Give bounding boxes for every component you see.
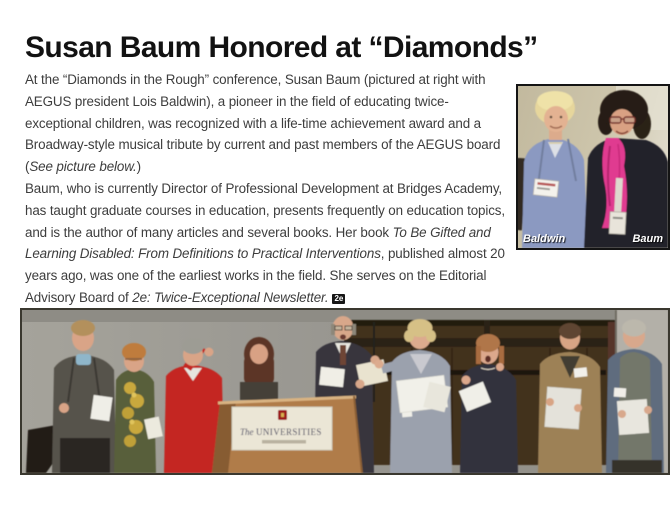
text-segment: At the “Diamonds in the Rough” conference, Susan Baum (pictured at right with AEGUS president Lois Baldwin), a pioneer in the field of educating twice-exceptional children, was recognized with a life-time achievement award and a Broadway-style musical tribute by current and past members of the AEGUS board ( xyxy=(25,72,501,175)
photo-caption-baum: Baum xyxy=(632,233,663,245)
article-paragraph-1 xyxy=(25,69,514,178)
photo-caption-baldwin: Baldwin xyxy=(523,233,566,245)
article-paragraph-2 xyxy=(25,178,514,309)
board-singing-photo-illustration xyxy=(22,310,668,473)
text-segment: , published almost 20 years ago, was one of the earliest works in the field. She serves on the Editorial Advisory Board of xyxy=(25,246,505,305)
text-segment: ) xyxy=(136,159,141,175)
podium-sign-prefix: The xyxy=(240,427,254,437)
two-women-photo-illustration xyxy=(518,86,668,248)
article-body xyxy=(25,69,514,309)
page-title: Susan Baum Honored at “Diamonds” xyxy=(25,31,538,64)
italic-text-segment: 2e: Twice-Exceptional Newsletter. xyxy=(132,289,329,305)
award-photo-baldwin-baum xyxy=(516,84,670,250)
group-tribute-photo xyxy=(20,308,670,475)
podium-sign-title: UNIVERSITIES xyxy=(256,427,322,437)
end-of-article-2e-icon: 2e xyxy=(334,293,344,303)
italic-text-segment: To Be Gifted and Learning Disabled: From Definitions to Practical Interventions xyxy=(25,224,491,262)
italic-text-segment: See picture below. xyxy=(29,159,137,175)
text-segment: Baum, who is currently Director of Professional Development at Bridges Academy, has taught graduate courses in education, presents frequently on education topics, and is the author of many articles and several books. Her book xyxy=(25,180,505,240)
